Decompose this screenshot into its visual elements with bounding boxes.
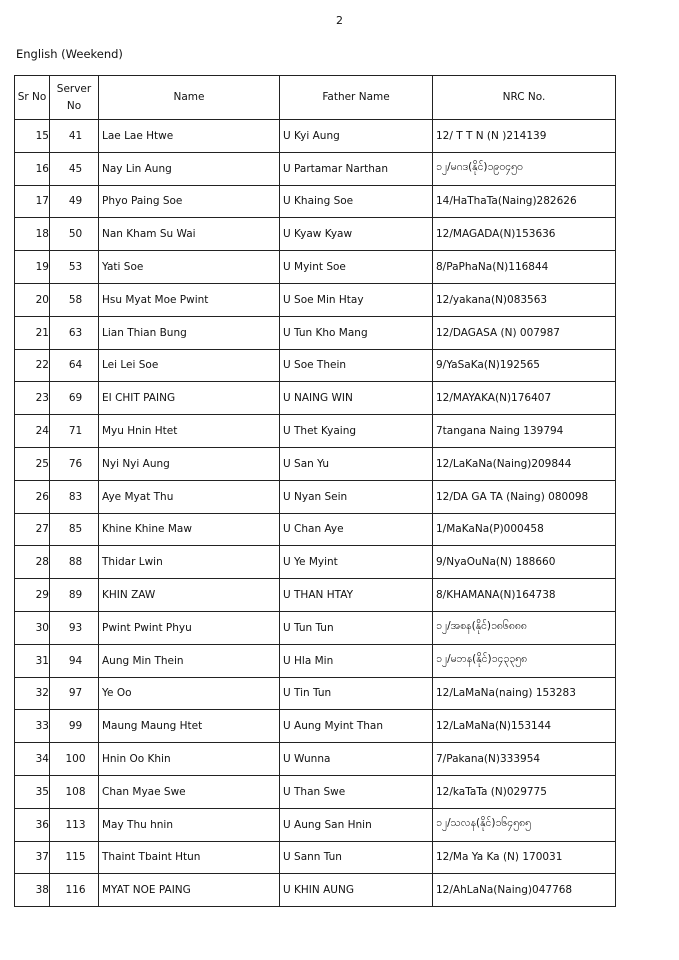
section-title: English (Weekend) — [16, 47, 123, 61]
server-no-cell: 64 — [50, 349, 99, 382]
name-cell: Aye Myat Thu — [99, 480, 280, 513]
father-name-cell: U Soe Thein — [280, 349, 433, 382]
header-server-no-line2: No — [66, 99, 82, 112]
server-no-cell: 71 — [50, 415, 99, 448]
name-cell: Nyi Nyi Aung — [99, 447, 280, 480]
sr-no-cell: 35 — [15, 775, 50, 808]
nrc-no-cell: 7tangana Naing 139794 — [433, 415, 616, 448]
sr-no-cell: 33 — [15, 710, 50, 743]
header-name: Name — [99, 76, 280, 120]
name-cell: Thaint Tbaint Htun — [99, 841, 280, 874]
father-name-cell: U KHIN AUNG — [280, 874, 433, 907]
father-name-cell: U Myint Soe — [280, 251, 433, 284]
header-server-no — [50, 76, 99, 120]
sr-no-cell: 20 — [15, 283, 50, 316]
nrc-no-cell: 8/KHAMANA(N)164738 — [433, 579, 616, 612]
father-name-cell: U Soe Min Htay — [280, 283, 433, 316]
father-name-cell: U THAN HTAY — [280, 579, 433, 612]
header-nrc-no: NRC No. — [433, 76, 616, 120]
sr-no-cell: 19 — [15, 251, 50, 284]
server-no-cell: 41 — [50, 120, 99, 153]
father-name-cell: U Hla Min — [280, 644, 433, 677]
sr-no-cell: 32 — [15, 677, 50, 710]
name-cell: Myu Hnin Htet — [99, 415, 280, 448]
nrc-no-cell: 14/HaThaTa(Naing)282626 — [433, 185, 616, 218]
table-row — [15, 447, 616, 480]
table-row — [15, 283, 616, 316]
father-name-cell: U Khaing Soe — [280, 185, 433, 218]
nrc-no-cell: 12/yakana(N)083563 — [433, 283, 616, 316]
nrc-no-cell: ၁၂/မဂဒ(နိုင်)၁၉၀၄၅၀ — [433, 152, 616, 185]
father-name-cell: U Kyaw Kyaw — [280, 218, 433, 251]
server-no-cell: 76 — [50, 447, 99, 480]
nrc-no-cell: 12/Ma Ya Ka (N) 170031 — [433, 841, 616, 874]
father-name-cell: U Tin Tun — [280, 677, 433, 710]
server-no-cell: 88 — [50, 546, 99, 579]
table-row — [15, 480, 616, 513]
father-name-cell: U Wunna — [280, 743, 433, 776]
table-row — [15, 677, 616, 710]
table-row — [15, 644, 616, 677]
table-header-row — [15, 76, 616, 120]
father-name-cell: U Partamar Narthan — [280, 152, 433, 185]
father-name-cell: U Aung Myint Than — [280, 710, 433, 743]
nrc-no-cell: 12/LaKaNa(Naing)209844 — [433, 447, 616, 480]
name-cell: EI CHIT PAING — [99, 382, 280, 415]
server-no-cell: 116 — [50, 874, 99, 907]
name-cell: Nan Kham Su Wai — [99, 218, 280, 251]
name-cell: Aung Min Thein — [99, 644, 280, 677]
nrc-no-cell: 1/MaKaNa(P)000458 — [433, 513, 616, 546]
server-no-cell: 100 — [50, 743, 99, 776]
server-no-cell: 115 — [50, 841, 99, 874]
table-row — [15, 546, 616, 579]
server-no-cell: 94 — [50, 644, 99, 677]
father-name-cell: U Tun Kho Mang — [280, 316, 433, 349]
sr-no-cell: 30 — [15, 611, 50, 644]
father-name-cell: U Sann Tun — [280, 841, 433, 874]
nrc-no-cell: ၁၂/သလန(နိုင်)၁၆၄၅၈၅ — [433, 808, 616, 841]
name-cell: Khine Khine Maw — [99, 513, 280, 546]
name-cell: Pwint Pwint Phyu — [99, 611, 280, 644]
father-name-cell: U Nyan Sein — [280, 480, 433, 513]
server-no-cell: 108 — [50, 775, 99, 808]
table-row — [15, 513, 616, 546]
sr-no-cell: 25 — [15, 447, 50, 480]
server-no-cell: 89 — [50, 579, 99, 612]
table-row — [15, 152, 616, 185]
sr-no-cell: 27 — [15, 513, 50, 546]
table-row — [15, 841, 616, 874]
student-list-table — [14, 75, 616, 907]
name-cell: Yati Soe — [99, 251, 280, 284]
name-cell: Phyo Paing Soe — [99, 185, 280, 218]
father-name-cell: U Thet Kyaing — [280, 415, 433, 448]
father-name-cell: U Than Swe — [280, 775, 433, 808]
sr-no-cell: 15 — [15, 120, 50, 153]
sr-no-cell: 21 — [15, 316, 50, 349]
table-row — [15, 251, 616, 284]
server-no-cell: 83 — [50, 480, 99, 513]
server-no-cell: 50 — [50, 218, 99, 251]
server-no-cell: 93 — [50, 611, 99, 644]
nrc-no-cell: 12/MAGADA(N)153636 — [433, 218, 616, 251]
server-no-cell: 69 — [50, 382, 99, 415]
table-row — [15, 382, 616, 415]
name-cell: Hnin Oo Khin — [99, 743, 280, 776]
page-number: 2 — [336, 14, 343, 27]
server-no-cell: 113 — [50, 808, 99, 841]
nrc-no-cell: 9/YaSaKa(N)192565 — [433, 349, 616, 382]
father-name-cell: U Tun Tun — [280, 611, 433, 644]
server-no-cell: 49 — [50, 185, 99, 218]
father-name-cell: U Aung San Hnin — [280, 808, 433, 841]
table-row — [15, 349, 616, 382]
sr-no-cell: 37 — [15, 841, 50, 874]
father-name-cell: U Chan Aye — [280, 513, 433, 546]
table-row — [15, 218, 616, 251]
header-server-no-line1: Server — [56, 82, 92, 95]
table-row — [15, 185, 616, 218]
sr-no-cell: 34 — [15, 743, 50, 776]
nrc-no-cell: 12/kaTaTa (N)029775 — [433, 775, 616, 808]
sr-no-cell: 23 — [15, 382, 50, 415]
name-cell: Chan Myae Swe — [99, 775, 280, 808]
father-name-cell: U NAING WIN — [280, 382, 433, 415]
table-row — [15, 775, 616, 808]
sr-no-cell: 31 — [15, 644, 50, 677]
table-row — [15, 120, 616, 153]
sr-no-cell: 38 — [15, 874, 50, 907]
server-no-cell: 85 — [50, 513, 99, 546]
nrc-no-cell: 12/DA GA TA (Naing) 080098 — [433, 480, 616, 513]
name-cell: Hsu Myat Moe Pwint — [99, 283, 280, 316]
sr-no-cell: 17 — [15, 185, 50, 218]
server-no-cell: 97 — [50, 677, 99, 710]
header-sr-no: Sr No — [15, 76, 50, 120]
father-name-cell: U Kyi Aung — [280, 120, 433, 153]
nrc-no-cell: 12/LaMaNa(naing) 153283 — [433, 677, 616, 710]
nrc-no-cell: 12/MAYAKA(N)176407 — [433, 382, 616, 415]
name-cell: Nay Lin Aung — [99, 152, 280, 185]
name-cell: MYAT NOE PAING — [99, 874, 280, 907]
nrc-no-cell: ၁၂/မဘန(နိုင်)၁၄၃၃၅၈ — [433, 644, 616, 677]
server-no-cell: 58 — [50, 283, 99, 316]
sr-no-cell: 16 — [15, 152, 50, 185]
sr-no-cell: 24 — [15, 415, 50, 448]
nrc-no-cell: 12/ T T N (N )214139 — [433, 120, 616, 153]
table-row — [15, 316, 616, 349]
table-row — [15, 415, 616, 448]
name-cell: Ye Oo — [99, 677, 280, 710]
nrc-no-cell: 12/AhLaNa(Naing)047768 — [433, 874, 616, 907]
sr-no-cell: 29 — [15, 579, 50, 612]
name-cell: May Thu hnin — [99, 808, 280, 841]
father-name-cell: U San Yu — [280, 447, 433, 480]
name-cell: Maung Maung Htet — [99, 710, 280, 743]
sr-no-cell: 26 — [15, 480, 50, 513]
server-no-cell: 63 — [50, 316, 99, 349]
sr-no-cell: 36 — [15, 808, 50, 841]
table-row — [15, 710, 616, 743]
nrc-no-cell: 8/PaPhaNa(N)116844 — [433, 251, 616, 284]
name-cell: Lae Lae Htwe — [99, 120, 280, 153]
server-no-cell: 53 — [50, 251, 99, 284]
father-name-cell: U Ye Myint — [280, 546, 433, 579]
name-cell: KHIN ZAW — [99, 579, 280, 612]
name-cell: Lei Lei Soe — [99, 349, 280, 382]
table-row — [15, 743, 616, 776]
table-row — [15, 579, 616, 612]
table-body — [15, 120, 616, 907]
table-row — [15, 611, 616, 644]
server-no-cell: 99 — [50, 710, 99, 743]
header-father-name: Father Name — [280, 76, 433, 120]
nrc-no-cell: 12/LaMaNa(N)153144 — [433, 710, 616, 743]
table-row — [15, 808, 616, 841]
sr-no-cell: 18 — [15, 218, 50, 251]
name-cell: Thidar Lwin — [99, 546, 280, 579]
name-cell: Lian Thian Bung — [99, 316, 280, 349]
nrc-no-cell: 7/Pakana(N)333954 — [433, 743, 616, 776]
sr-no-cell: 28 — [15, 546, 50, 579]
sr-no-cell: 22 — [15, 349, 50, 382]
nrc-no-cell: 12/DAGASA (N) 007987 — [433, 316, 616, 349]
table-row — [15, 874, 616, 907]
nrc-no-cell: 9/NyaOuNa(N) 188660 — [433, 546, 616, 579]
nrc-no-cell: ၁၂/အစန(နိုင်)၁၈၆၈၈၈ — [433, 611, 616, 644]
server-no-cell: 45 — [50, 152, 99, 185]
